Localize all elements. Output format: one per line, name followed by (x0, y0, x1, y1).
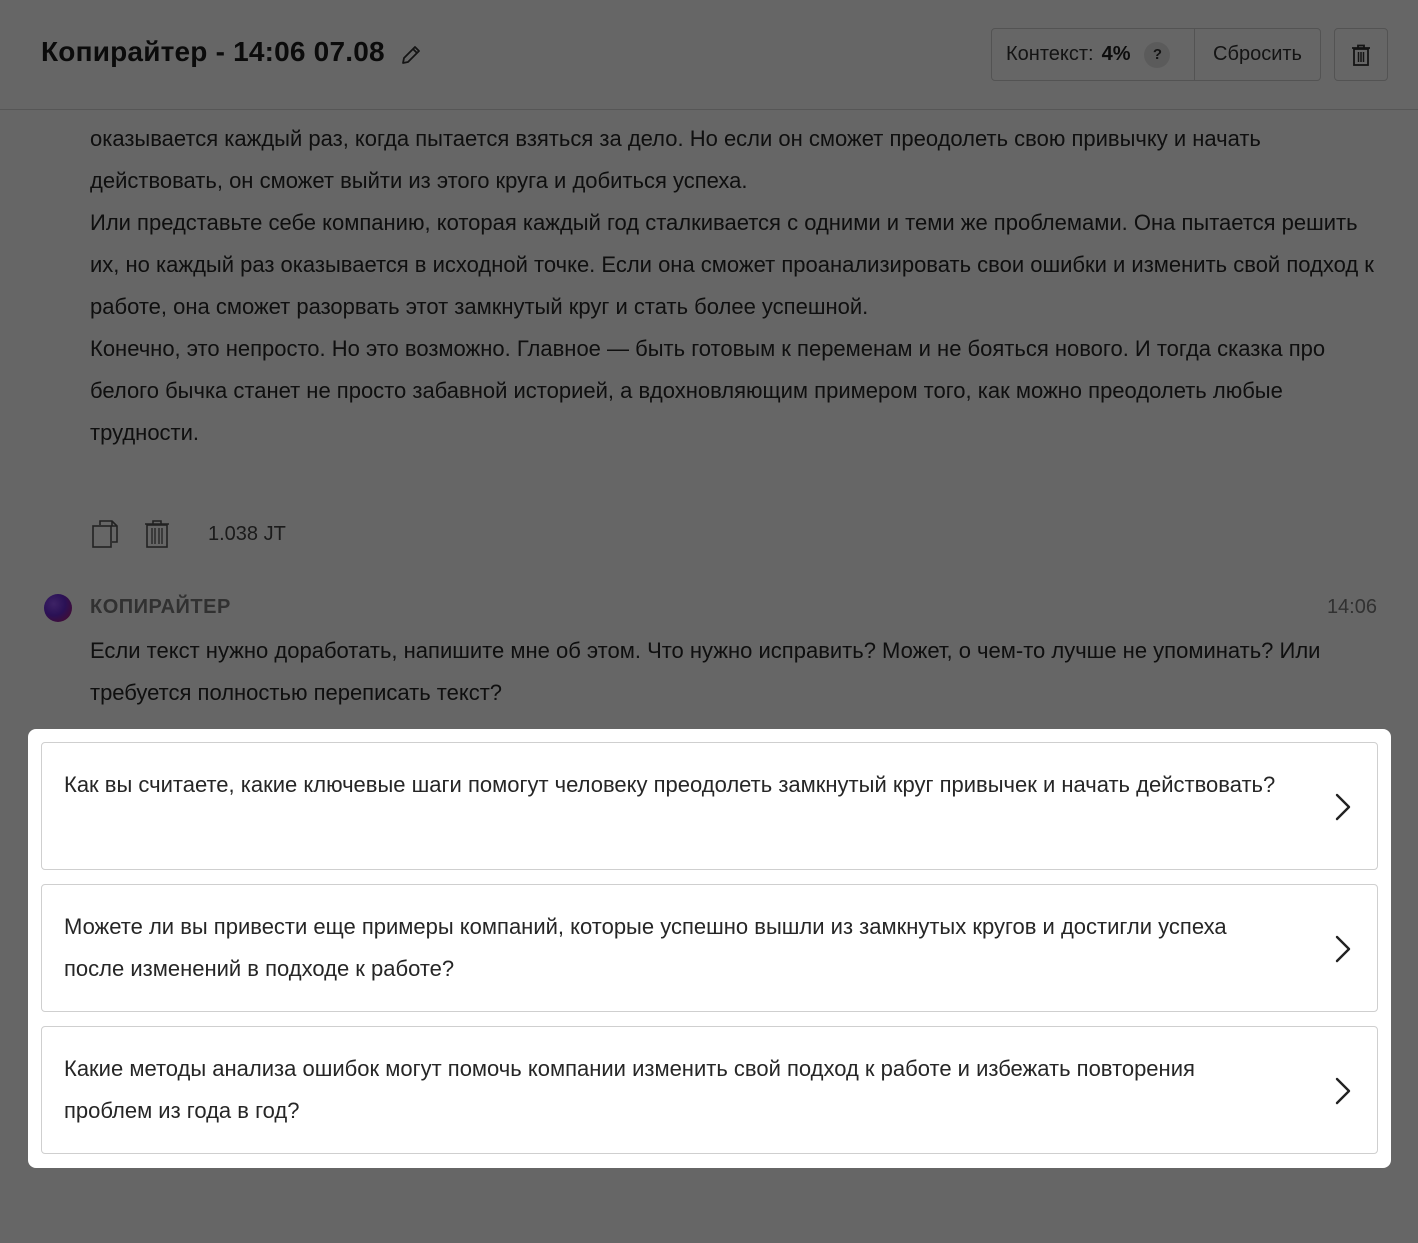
chevron-right-icon (1333, 933, 1353, 965)
suggestion-text: Можете ли вы привести еще примеры компаний, которые успешно вышли из замкнутых кругов и достигли успеха после изменений в подходе к работе? (64, 914, 1227, 981)
chevron-right-icon (1333, 1075, 1353, 1107)
suggestions-panel (28, 729, 1391, 1168)
suggestion-item[interactable] (41, 742, 1378, 870)
suggestion-text: Какие методы анализа ошибок могут помочь компании изменить свой подход к работе и избежать повторения проблем из года в год? (64, 1056, 1195, 1123)
suggestion-item[interactable] (41, 1026, 1378, 1154)
suggestion-text: Как вы считаете, какие ключевые шаги помогут человеку преодолеть замкнутый круг привычек и начать действовать? (64, 772, 1276, 797)
suggestion-item[interactable] (41, 884, 1378, 1012)
chevron-right-icon (1333, 791, 1353, 823)
